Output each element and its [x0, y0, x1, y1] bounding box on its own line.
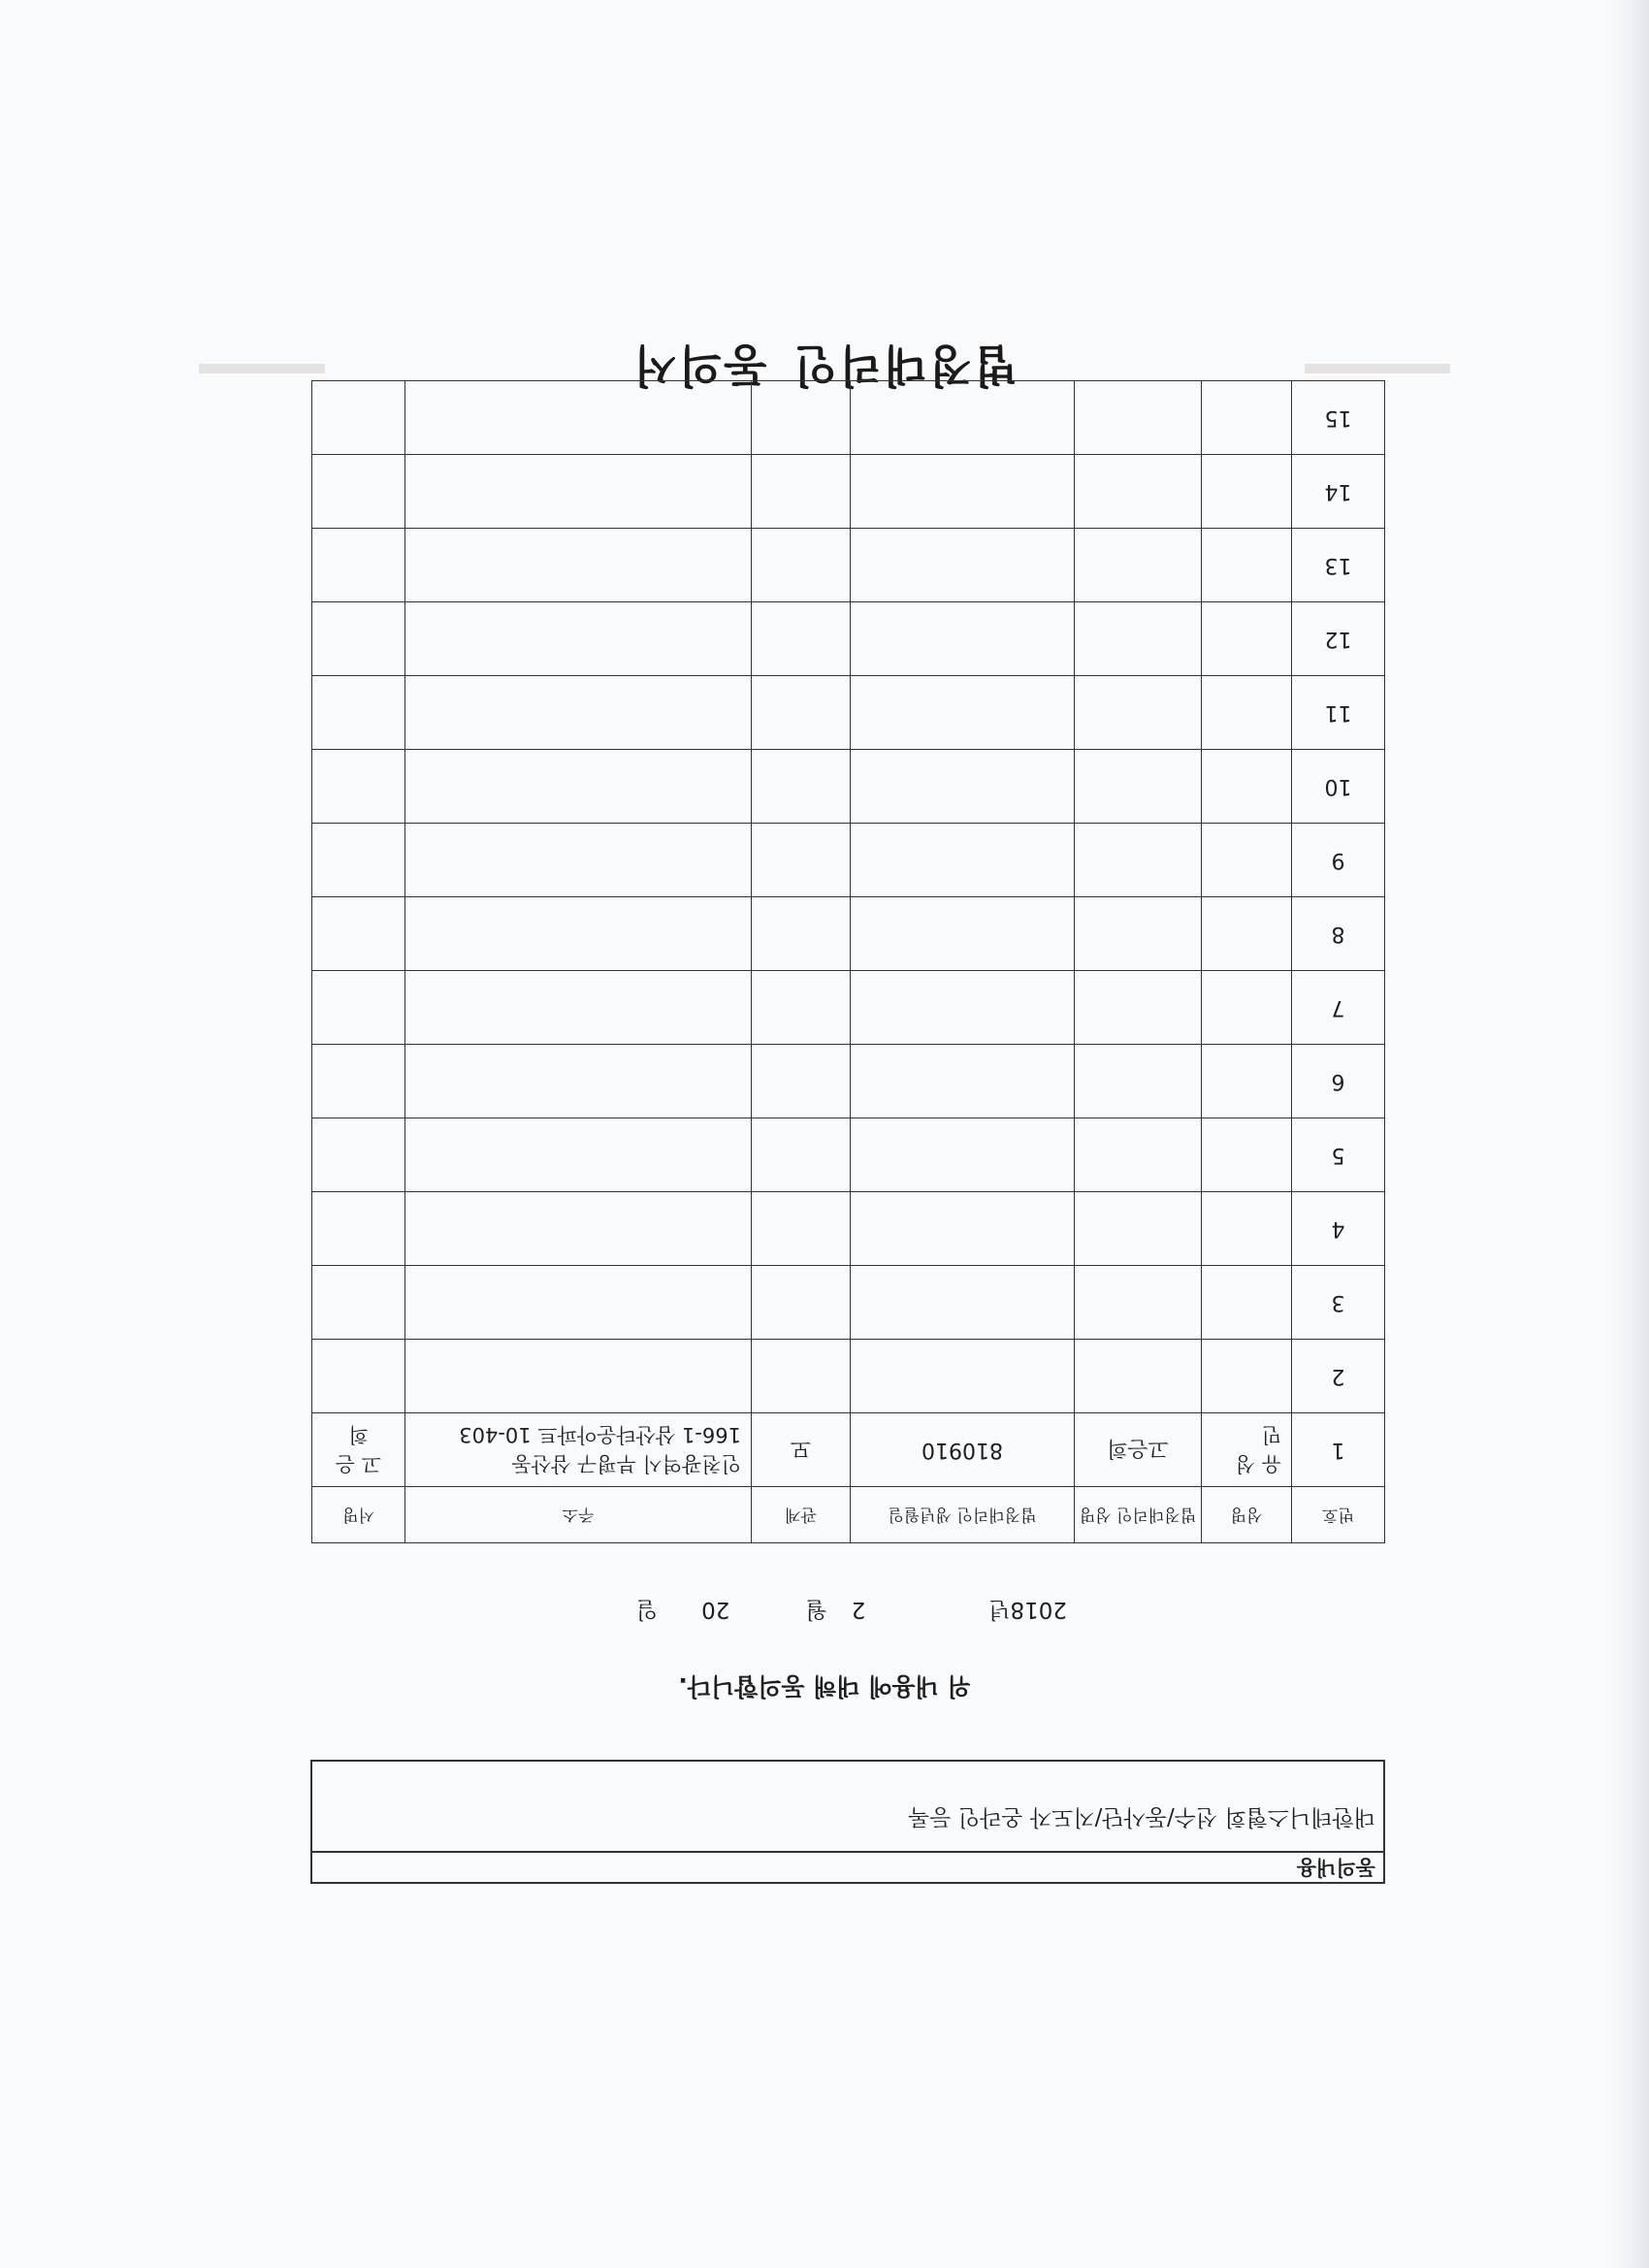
cell-relation — [752, 1045, 851, 1118]
cell-no — [1292, 1340, 1385, 1413]
cell-no-text: 11 — [1324, 700, 1352, 725]
cell-name — [1202, 381, 1292, 455]
cell-no-text: 5 — [1331, 1143, 1345, 1167]
cell-signature — [312, 971, 405, 1045]
header-address: 주소 — [405, 1487, 752, 1543]
table-row — [312, 1266, 1385, 1340]
agreement-sentence: 위 내용에 대해 동의합니다. — [678, 1672, 971, 1701]
cell-address — [405, 824, 752, 897]
cell-signature — [312, 1045, 405, 1118]
cell-guardian-birth — [851, 1340, 1075, 1413]
cell-guardian-birth — [851, 529, 1075, 602]
cell-address — [405, 1192, 752, 1266]
table-row — [312, 1118, 1385, 1192]
cell-address — [405, 1340, 752, 1413]
cell-guardian-name — [1075, 750, 1202, 824]
date-month-unit: 월 — [805, 1597, 827, 1622]
cell-no-text: 3 — [1331, 1290, 1345, 1314]
cell-name — [1202, 750, 1292, 824]
cell-guardian-birth — [851, 971, 1075, 1045]
cell-guardian-name — [1075, 1413, 1202, 1487]
cell-guardian-birth — [851, 824, 1075, 897]
cell-no-text: 9 — [1331, 848, 1345, 872]
date-day: 20 — [701, 1597, 730, 1622]
date-line — [388, 1596, 1067, 1628]
cell-address — [405, 897, 752, 971]
title-part2: 동의서 — [631, 340, 767, 392]
cell-no-text: 4 — [1331, 1216, 1345, 1241]
cell-guardian-name — [1075, 381, 1202, 455]
cell-no — [1292, 602, 1385, 676]
cell-relation — [752, 1340, 851, 1413]
cell-relation — [752, 1118, 851, 1192]
cell-no-text: 6 — [1331, 1069, 1345, 1093]
cell-guardian-name — [1075, 1340, 1202, 1413]
agreement-box-heading: 동의내용 — [312, 1851, 1383, 1882]
cell-name — [1202, 971, 1292, 1045]
cell-address-text: 인천광역시 부평구 삼산동 — [511, 1452, 741, 1476]
table-row — [312, 824, 1385, 897]
cell-guardian-name — [1075, 897, 1202, 971]
cell-relation — [752, 750, 851, 824]
cell-name — [1202, 455, 1292, 529]
cell-name — [1202, 1118, 1292, 1192]
cell-signature — [312, 1118, 405, 1192]
cell-name-text: 민 — [1261, 1423, 1281, 1447]
cell-guardian-name — [1075, 1118, 1202, 1192]
cell-no — [1292, 1192, 1385, 1266]
cell-guardian-birth — [851, 455, 1075, 529]
cell-guardian-name — [1075, 824, 1202, 897]
cell-guardian-name — [1075, 529, 1202, 602]
header-signature: 서명 — [312, 1487, 405, 1543]
cell-relation — [752, 455, 851, 529]
cell-relation — [752, 897, 851, 971]
cell-no — [1292, 750, 1385, 824]
cell-guardian-birth — [851, 602, 1075, 676]
cell-signature — [312, 1340, 405, 1413]
cell-name — [1202, 1413, 1292, 1487]
cell-address-text: 166-1 삼산타운아파트 10-403 — [459, 1423, 741, 1447]
cell-name — [1202, 1340, 1292, 1413]
table-row — [312, 455, 1385, 529]
table-row — [312, 381, 1385, 455]
cell-name — [1202, 602, 1292, 676]
cell-name — [1202, 1192, 1292, 1266]
cell-guardian-birth — [851, 676, 1075, 750]
cell-no — [1292, 381, 1385, 455]
cell-guardian-name — [1075, 1045, 1202, 1118]
title-part1: 법정대리인 — [792, 340, 1018, 392]
table-row — [312, 1413, 1385, 1487]
cell-relation — [752, 381, 851, 455]
cell-name — [1202, 824, 1292, 897]
guardian-table — [311, 380, 1385, 1543]
cell-no-text: 7 — [1331, 995, 1345, 1020]
cell-name — [1202, 1045, 1292, 1118]
cell-signature-text: 희 — [348, 1423, 369, 1447]
cell-guardian-name — [1075, 676, 1202, 750]
cell-signature — [312, 750, 405, 824]
cell-address — [405, 971, 752, 1045]
cell-guardian-name — [1075, 1192, 1202, 1266]
header-name: 성명 — [1202, 1487, 1292, 1543]
header-guardian-name: 법정대리인 성명 — [1075, 1487, 1202, 1543]
cell-no — [1292, 1045, 1385, 1118]
cell-guardian-name — [1075, 455, 1202, 529]
cell-relation — [752, 824, 851, 897]
cell-no-text: 2 — [1331, 1364, 1345, 1388]
cell-relation — [752, 529, 851, 602]
cell-no — [1292, 1266, 1385, 1340]
cell-relation — [752, 1192, 851, 1266]
cell-signature — [312, 602, 405, 676]
cell-guardian-birth — [851, 1266, 1075, 1340]
cell-no-text: 13 — [1324, 553, 1352, 577]
cell-signature-text: 고 은 — [335, 1452, 382, 1476]
cell-signature — [312, 1413, 405, 1487]
cell-no-text: 14 — [1324, 479, 1352, 503]
cell-relation — [752, 602, 851, 676]
agreement-box-text: 대한테니스협회 선수/동사단/지도자 온라인 등록 — [908, 1804, 1375, 1830]
cell-signature — [312, 529, 405, 602]
cell-guardian-name — [1075, 971, 1202, 1045]
cell-signature — [312, 824, 405, 897]
cell-guardian-name — [1075, 602, 1202, 676]
header-no: 번호 — [1292, 1487, 1385, 1543]
cell-name — [1202, 676, 1292, 750]
cell-no-text: 10 — [1324, 774, 1352, 798]
header-relation: 관계 — [752, 1487, 851, 1543]
cell-name — [1202, 1266, 1292, 1340]
cell-signature — [312, 455, 405, 529]
cell-address — [405, 1045, 752, 1118]
date-month: 2 — [851, 1597, 866, 1622]
cell-no — [1292, 1118, 1385, 1192]
agreement-box — [310, 1760, 1385, 1884]
cell-no — [1292, 1413, 1385, 1487]
cell-guardian-birth — [851, 1413, 1075, 1487]
table-row — [312, 1340, 1385, 1413]
table-row — [312, 750, 1385, 824]
date-year: 2018년 — [988, 1597, 1067, 1622]
cell-no-text: 15 — [1324, 405, 1352, 430]
cell-name-text: 유 성 — [1235, 1452, 1281, 1476]
cell-address — [405, 750, 752, 824]
cell-guardian-birth — [851, 750, 1075, 824]
cell-address — [405, 602, 752, 676]
table-row — [312, 971, 1385, 1045]
cell-relation — [752, 676, 851, 750]
cell-signature — [312, 1192, 405, 1266]
cell-no — [1292, 529, 1385, 602]
cell-guardian-birth — [851, 1118, 1075, 1192]
table-row — [312, 676, 1385, 750]
table-row — [312, 1045, 1385, 1118]
cell-relation-text: 모 — [790, 1436, 812, 1460]
cell-guardian-birth — [851, 1045, 1075, 1118]
cell-name — [1202, 897, 1292, 971]
cell-address — [405, 529, 752, 602]
cell-guardian-birth — [851, 381, 1075, 455]
cell-name — [1202, 529, 1292, 602]
table-row — [312, 1192, 1385, 1266]
table-row — [312, 602, 1385, 676]
table-header-row — [312, 1487, 1385, 1543]
cell-no-text: 1 — [1331, 1438, 1345, 1462]
cell-guardian-birth-text: 810910 — [922, 1438, 1003, 1462]
cell-no — [1292, 676, 1385, 750]
cell-address — [405, 381, 752, 455]
cell-relation — [752, 1266, 851, 1340]
cell-address — [405, 676, 752, 750]
cell-no — [1292, 455, 1385, 529]
cell-no — [1292, 971, 1385, 1045]
cell-relation — [752, 1413, 851, 1487]
date-day-unit: 일 — [635, 1597, 658, 1622]
header-guardian-birth: 법정대리인 생년월일 — [851, 1487, 1075, 1543]
cell-address — [405, 1413, 752, 1487]
table-row — [312, 529, 1385, 602]
cell-guardian-name-text: 고은희 — [1107, 1436, 1169, 1460]
cell-signature — [312, 1266, 405, 1340]
cell-address — [405, 1118, 752, 1192]
cell-address — [405, 1266, 752, 1340]
cell-relation — [752, 971, 851, 1045]
cell-guardian-name — [1075, 1266, 1202, 1340]
cell-guardian-birth — [851, 1192, 1075, 1266]
cell-no-text: 8 — [1331, 922, 1345, 946]
cell-guardian-birth — [851, 897, 1075, 971]
table-row — [312, 897, 1385, 971]
cell-no — [1292, 824, 1385, 897]
cell-no-text: 12 — [1324, 627, 1352, 651]
cell-signature — [312, 897, 405, 971]
cell-no — [1292, 897, 1385, 971]
cell-signature — [312, 676, 405, 750]
cell-address — [405, 455, 752, 529]
cell-signature — [312, 381, 405, 455]
